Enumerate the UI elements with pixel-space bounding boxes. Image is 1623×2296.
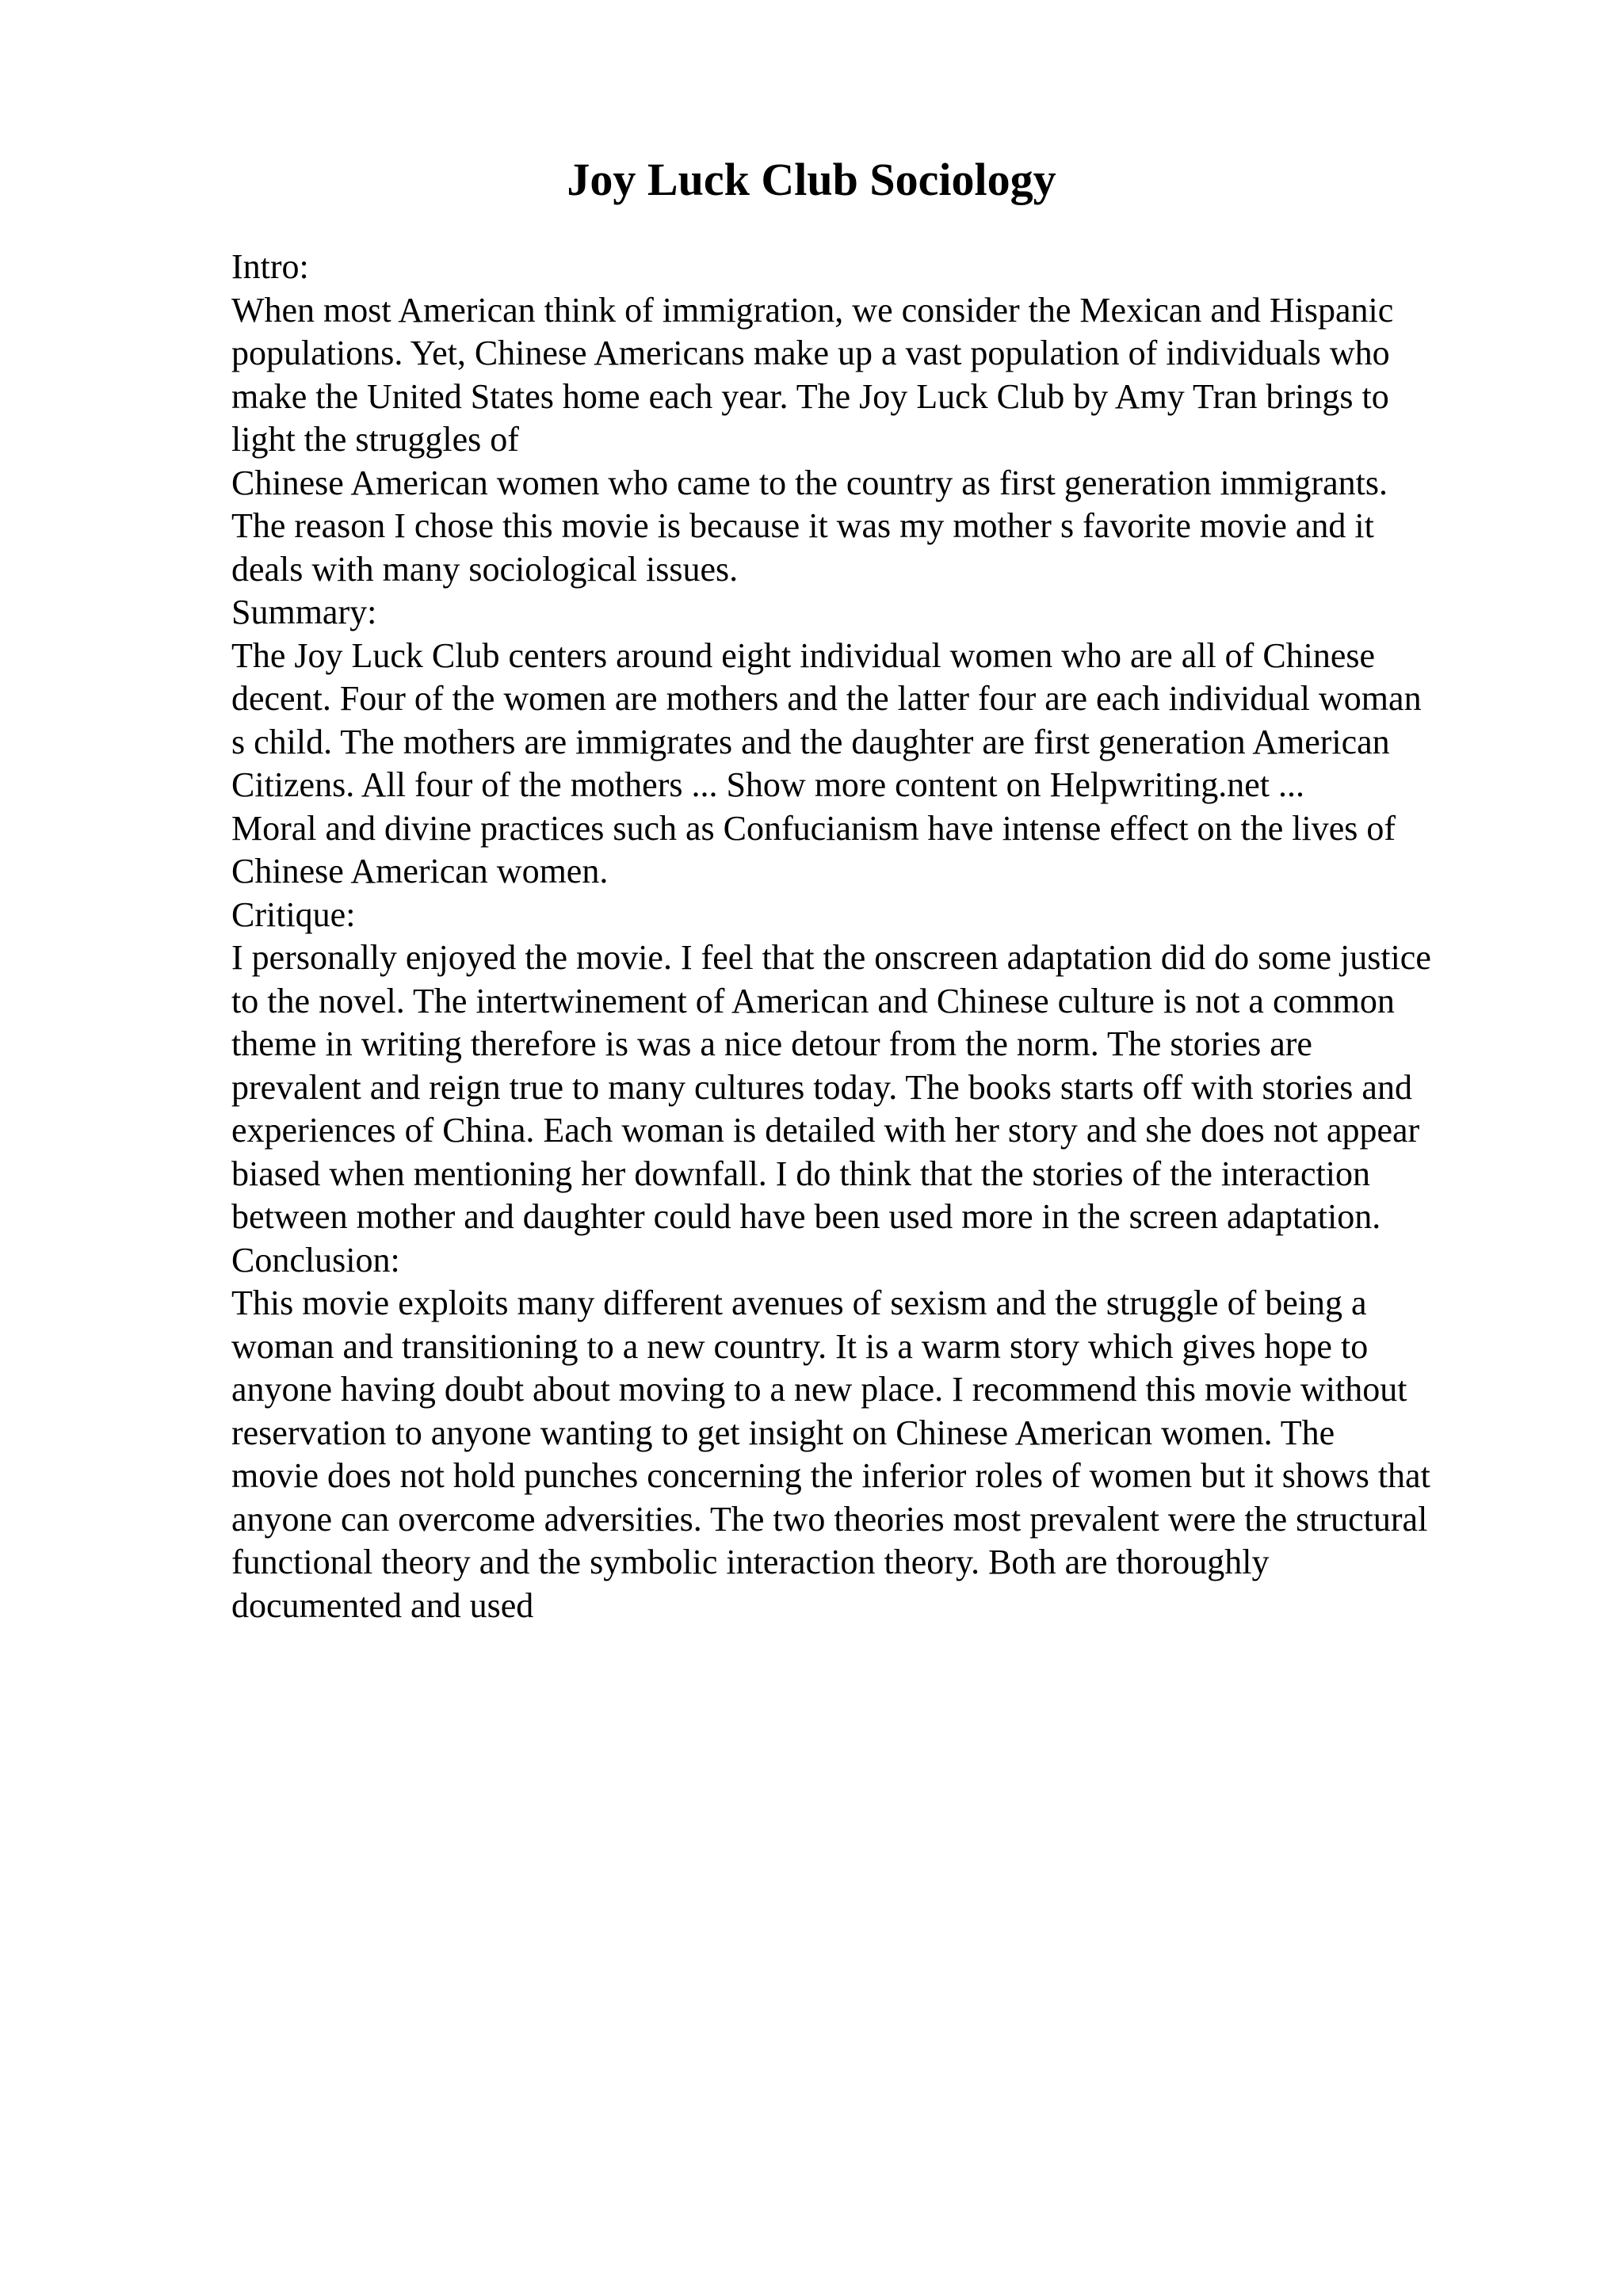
text-line: reservation to anyone wanting to get insight on Chinese American women. The (231, 1413, 1335, 1452)
text-line: Chinese American women. (231, 852, 609, 891)
text-line: This movie exploits many different avenues of sexism and the struggle of being a (231, 1283, 1367, 1322)
text-line: Intro: (231, 247, 309, 286)
text-line: woman and transitioning to a new country. It is a warm story which gives hope to (231, 1326, 1369, 1366)
text-line: Chinese American women who came to the country as first generation immigrants. (231, 463, 1388, 502)
text-line: When most American think of immigration, we consider the Mexican and Hispanic (231, 290, 1394, 330)
text-line: functional theory and the symbolic interaction theory. Both are thoroughly (231, 1543, 1270, 1581)
text-line: make the United States home each year. The Joy Luck Club by Amy Tran brings to (231, 376, 1389, 416)
text-line: between mother and daughter could have been used more in the screen adaptation. (231, 1197, 1381, 1236)
text-line: populations. Yet, Chinese Americans make up a vast population of individuals who (231, 334, 1390, 372)
text-line: Summary: (231, 593, 377, 631)
text-line: light the struggles of (231, 420, 519, 459)
text-line: s child. The mothers are immigrates and the daughter are first generation American (231, 722, 1390, 761)
text-line: to the novel. The intertwinement of American and Chinese culture is not a common (231, 981, 1395, 1020)
text-line: anyone having doubt about moving to a new place. I recommend this movie without (231, 1370, 1407, 1409)
text-line: prevalent and reign true to many cultures today. The books starts off with stories and (231, 1067, 1412, 1107)
text-line: decent. Four of the women are mothers and the latter four are each individual woman (231, 679, 1422, 718)
text-line: documented and used (231, 1585, 534, 1625)
text-line: Critique: (231, 894, 356, 934)
text-line: anyone can overcome adversities. The two theories most prevalent were the structural (231, 1499, 1428, 1539)
text-line: I personally enjoyed the movie. I feel that the onscreen adaptation did do some justice (231, 938, 1431, 977)
text-line: The reason I chose this movie is because it was my mother s favorite movie and it (231, 506, 1374, 545)
document-title: Joy Luck Club Sociology (567, 154, 1056, 205)
text-line: experiences of China. Each woman is detailed with her story and she does not appear (231, 1111, 1420, 1150)
text-line: biased when mentioning her downfall. I do think that the stories of the interaction (231, 1154, 1370, 1193)
text-line: Citizens. All four of the mothers ... Show more content on Helpwriting.net ... (231, 765, 1305, 804)
text-line: deals with many sociological issues. (231, 549, 739, 589)
text-line: Conclusion: (231, 1240, 400, 1280)
document-body (231, 246, 1610, 1627)
text-line: Moral and divine practices such as Confucianism have intense effect on the lives of (231, 808, 1396, 848)
text-line: The Joy Luck Club centers around eight individual women who are all of Chinese (231, 635, 1376, 675)
text-line: movie does not hold punches concerning the inferior roles of women but it shows that (231, 1456, 1430, 1495)
text-line: theme in writing therefore is was a nice detour from the norm. The stories are (231, 1024, 1312, 1063)
